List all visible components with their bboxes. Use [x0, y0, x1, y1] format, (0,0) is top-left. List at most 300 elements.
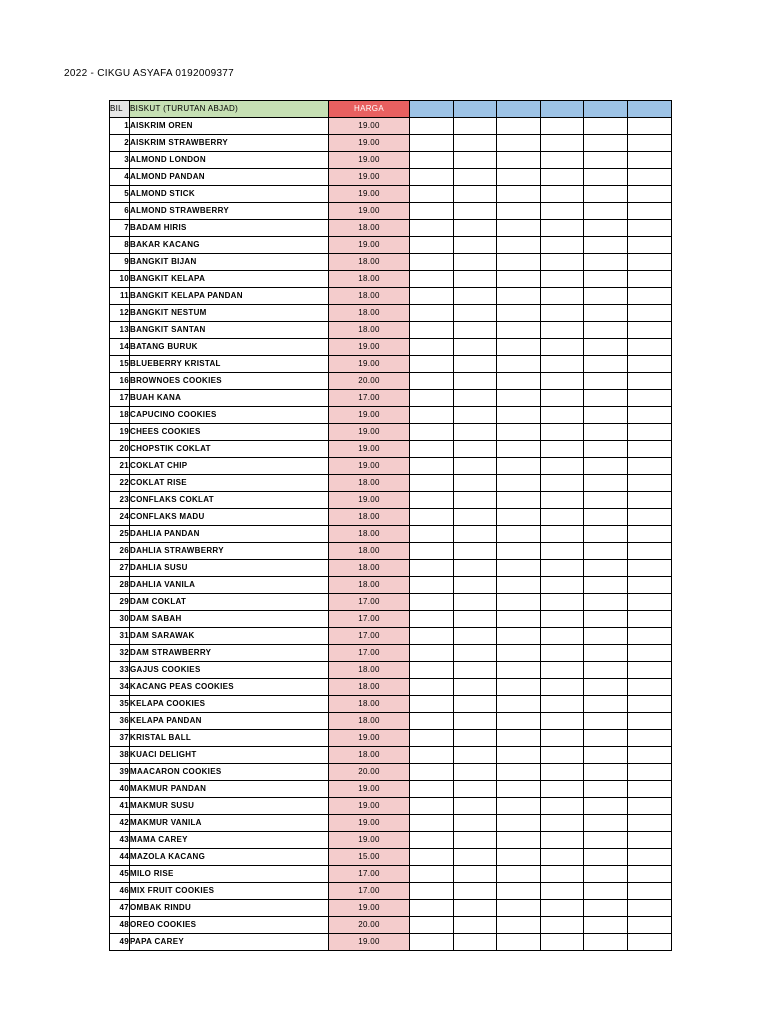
cell-empty — [584, 645, 628, 662]
cell-empty — [540, 713, 584, 730]
cell-empty — [584, 220, 628, 237]
cell-harga: 19.00 — [329, 492, 410, 509]
cell-harga: 18.00 — [329, 696, 410, 713]
cell-bil: 41 — [110, 798, 130, 815]
cell-empty — [453, 288, 497, 305]
cell-biskut-name: BROWNOES COOKIES — [130, 373, 329, 390]
cell-empty — [410, 645, 454, 662]
cell-empty — [627, 679, 671, 696]
cell-empty — [497, 135, 541, 152]
cell-biskut-name: DAM STRAWBERRY — [130, 645, 329, 662]
cell-empty — [410, 288, 454, 305]
cell-empty — [627, 254, 671, 271]
table-row — [110, 305, 672, 322]
cell-bil: 13 — [110, 322, 130, 339]
cell-empty — [584, 492, 628, 509]
cell-empty — [410, 152, 454, 169]
cell-empty — [540, 254, 584, 271]
cell-harga: 17.00 — [329, 611, 410, 628]
cell-harga: 17.00 — [329, 594, 410, 611]
cell-empty — [410, 339, 454, 356]
cell-empty — [627, 713, 671, 730]
cell-empty — [453, 543, 497, 560]
cell-empty — [410, 390, 454, 407]
cell-empty — [627, 730, 671, 747]
cell-bil: 38 — [110, 747, 130, 764]
cell-empty — [497, 917, 541, 934]
cell-empty — [453, 152, 497, 169]
cell-empty — [584, 628, 628, 645]
cell-empty — [540, 237, 584, 254]
cell-empty — [627, 815, 671, 832]
table-row — [110, 815, 672, 832]
cell-empty — [627, 798, 671, 815]
cell-biskut-name: DAM SABAH — [130, 611, 329, 628]
cell-biskut-name: AISKRIM OREN — [130, 118, 329, 135]
table-row — [110, 900, 672, 917]
cell-bil: 43 — [110, 832, 130, 849]
cell-empty — [584, 390, 628, 407]
cell-biskut-name: MAKMUR SUSU — [130, 798, 329, 815]
cell-empty — [540, 135, 584, 152]
cell-empty — [540, 866, 584, 883]
cell-empty — [410, 458, 454, 475]
cell-biskut-name: BANGKIT SANTAN — [130, 322, 329, 339]
cell-empty — [410, 560, 454, 577]
cell-empty — [497, 543, 541, 560]
cell-biskut-name: BATANG BURUK — [130, 339, 329, 356]
cell-empty — [627, 220, 671, 237]
cell-empty — [584, 713, 628, 730]
cell-biskut-name: ALMOND PANDAN — [130, 169, 329, 186]
cell-bil: 1 — [110, 118, 130, 135]
cell-harga: 17.00 — [329, 866, 410, 883]
cell-empty — [540, 764, 584, 781]
cell-empty — [410, 220, 454, 237]
cell-bil: 27 — [110, 560, 130, 577]
cell-empty — [540, 305, 584, 322]
header-extra-column — [453, 101, 497, 118]
table-row — [110, 764, 672, 781]
cell-harga: 20.00 — [329, 373, 410, 390]
cell-bil: 39 — [110, 764, 130, 781]
cell-empty — [453, 883, 497, 900]
cell-bil: 21 — [110, 458, 130, 475]
cell-empty — [497, 186, 541, 203]
cell-empty — [627, 441, 671, 458]
cell-bil: 22 — [110, 475, 130, 492]
cell-empty — [540, 152, 584, 169]
cell-empty — [584, 696, 628, 713]
cell-empty — [627, 169, 671, 186]
cell-empty — [410, 730, 454, 747]
cell-bil: 46 — [110, 883, 130, 900]
cell-biskut-name: ALMOND STRAWBERRY — [130, 203, 329, 220]
cell-biskut-name: AISKRIM STRAWBERRY — [130, 135, 329, 152]
header-extra-column — [410, 101, 454, 118]
table-row — [110, 441, 672, 458]
cell-biskut-name: PAPA CAREY — [130, 934, 329, 951]
table-row — [110, 679, 672, 696]
table-row — [110, 424, 672, 441]
cell-biskut-name: ALMOND LONDON — [130, 152, 329, 169]
cell-bil: 48 — [110, 917, 130, 934]
cell-empty — [497, 815, 541, 832]
cell-bil: 36 — [110, 713, 130, 730]
cell-biskut-name: DAM SARAWAK — [130, 628, 329, 645]
cell-harga: 18.00 — [329, 560, 410, 577]
cell-harga: 18.00 — [329, 322, 410, 339]
cell-empty — [540, 832, 584, 849]
cell-empty — [497, 594, 541, 611]
cell-biskut-name: MAKMUR PANDAN — [130, 781, 329, 798]
cell-empty — [627, 186, 671, 203]
cell-empty — [540, 288, 584, 305]
cell-empty — [497, 679, 541, 696]
cell-empty — [627, 152, 671, 169]
cell-empty — [410, 424, 454, 441]
cell-harga: 19.00 — [329, 152, 410, 169]
cell-empty — [584, 373, 628, 390]
cell-empty — [410, 679, 454, 696]
cell-empty — [540, 118, 584, 135]
cell-empty — [497, 713, 541, 730]
cell-empty — [540, 798, 584, 815]
cell-empty — [453, 611, 497, 628]
cell-empty — [584, 509, 628, 526]
cell-empty — [410, 118, 454, 135]
table-row — [110, 458, 672, 475]
cell-bil: 6 — [110, 203, 130, 220]
cell-empty — [497, 305, 541, 322]
cell-harga: 19.00 — [329, 118, 410, 135]
table-row — [110, 118, 672, 135]
table-row — [110, 390, 672, 407]
cell-biskut-name: BANGKIT BIJAN — [130, 254, 329, 271]
table-row — [110, 849, 672, 866]
cell-empty — [453, 832, 497, 849]
cell-harga: 20.00 — [329, 917, 410, 934]
table-row — [110, 186, 672, 203]
cell-empty — [453, 866, 497, 883]
cell-empty — [627, 543, 671, 560]
cell-empty — [627, 560, 671, 577]
cell-empty — [410, 832, 454, 849]
cell-empty — [497, 934, 541, 951]
cell-empty — [584, 203, 628, 220]
cell-empty — [540, 475, 584, 492]
table-row — [110, 560, 672, 577]
cell-empty — [453, 781, 497, 798]
cell-empty — [497, 883, 541, 900]
cell-harga: 19.00 — [329, 798, 410, 815]
cell-empty — [540, 934, 584, 951]
cell-empty — [453, 169, 497, 186]
cell-empty — [497, 407, 541, 424]
cell-empty — [584, 577, 628, 594]
table-row — [110, 645, 672, 662]
cell-empty — [627, 628, 671, 645]
table-row — [110, 883, 672, 900]
cell-biskut-name: BUAH KANA — [130, 390, 329, 407]
cell-empty — [584, 169, 628, 186]
cell-biskut-name: MAZOLA KACANG — [130, 849, 329, 866]
cell-empty — [453, 594, 497, 611]
table-row — [110, 237, 672, 254]
cell-harga: 18.00 — [329, 543, 410, 560]
cell-empty — [584, 356, 628, 373]
cell-harga: 19.00 — [329, 458, 410, 475]
cell-harga: 18.00 — [329, 305, 410, 322]
cell-empty — [410, 135, 454, 152]
cell-bil: 16 — [110, 373, 130, 390]
cell-harga: 18.00 — [329, 747, 410, 764]
cell-empty — [497, 339, 541, 356]
cell-empty — [453, 509, 497, 526]
cell-bil: 37 — [110, 730, 130, 747]
cell-empty — [627, 934, 671, 951]
cell-biskut-name: ALMOND STICK — [130, 186, 329, 203]
cell-empty — [410, 322, 454, 339]
cell-empty — [453, 492, 497, 509]
cell-harga: 19.00 — [329, 900, 410, 917]
cell-empty — [410, 169, 454, 186]
cell-harga: 18.00 — [329, 526, 410, 543]
table-row — [110, 169, 672, 186]
cell-empty — [584, 917, 628, 934]
cell-bil: 47 — [110, 900, 130, 917]
cell-empty — [627, 356, 671, 373]
cell-empty — [627, 407, 671, 424]
cell-empty — [497, 662, 541, 679]
cell-bil: 8 — [110, 237, 130, 254]
cell-empty — [453, 747, 497, 764]
cell-empty — [453, 305, 497, 322]
cell-bil: 45 — [110, 866, 130, 883]
cell-bil: 18 — [110, 407, 130, 424]
cell-empty — [540, 390, 584, 407]
cell-empty — [453, 526, 497, 543]
cell-empty — [627, 475, 671, 492]
cell-harga: 19.00 — [329, 441, 410, 458]
cell-empty — [497, 322, 541, 339]
cell-empty — [627, 645, 671, 662]
cell-empty — [497, 271, 541, 288]
cell-harga: 19.00 — [329, 169, 410, 186]
cell-harga: 19.00 — [329, 186, 410, 203]
table-row — [110, 152, 672, 169]
cell-harga: 19.00 — [329, 424, 410, 441]
header-extra-column — [584, 101, 628, 118]
cell-biskut-name: CONFLAKS MADU — [130, 509, 329, 526]
cell-bil: 7 — [110, 220, 130, 237]
table-row — [110, 730, 672, 747]
cell-harga: 17.00 — [329, 645, 410, 662]
cell-empty — [453, 730, 497, 747]
table-row — [110, 339, 672, 356]
cell-empty — [584, 424, 628, 441]
cell-biskut-name: MAKMUR VANILA — [130, 815, 329, 832]
cell-empty — [584, 118, 628, 135]
cell-empty — [453, 696, 497, 713]
table-row — [110, 407, 672, 424]
cell-empty — [584, 934, 628, 951]
cell-empty — [410, 475, 454, 492]
cell-empty — [410, 849, 454, 866]
cell-empty — [540, 611, 584, 628]
table-row — [110, 594, 672, 611]
cell-empty — [584, 662, 628, 679]
cell-harga: 19.00 — [329, 934, 410, 951]
cell-harga: 18.00 — [329, 509, 410, 526]
cell-empty — [627, 832, 671, 849]
table-row — [110, 526, 672, 543]
cell-biskut-name: DAHLIA STRAWBERRY — [130, 543, 329, 560]
cell-harga: 18.00 — [329, 713, 410, 730]
cell-empty — [453, 424, 497, 441]
cell-empty — [497, 509, 541, 526]
cell-empty — [497, 611, 541, 628]
cell-empty — [410, 577, 454, 594]
cell-empty — [497, 730, 541, 747]
cell-biskut-name: DAM COKLAT — [130, 594, 329, 611]
cell-empty — [497, 220, 541, 237]
cell-empty — [627, 135, 671, 152]
cell-empty — [540, 356, 584, 373]
cell-empty — [497, 237, 541, 254]
table-row — [110, 543, 672, 560]
cell-empty — [584, 475, 628, 492]
cell-harga: 20.00 — [329, 764, 410, 781]
cell-empty — [410, 543, 454, 560]
cell-empty — [410, 407, 454, 424]
cell-empty — [410, 934, 454, 951]
cell-empty — [497, 577, 541, 594]
cell-biskut-name: BAKAR KACANG — [130, 237, 329, 254]
cell-bil: 4 — [110, 169, 130, 186]
cell-empty — [453, 407, 497, 424]
cell-empty — [410, 781, 454, 798]
cell-biskut-name: BANGKIT KELAPA — [130, 271, 329, 288]
cell-empty — [453, 679, 497, 696]
cell-biskut-name: MILO RISE — [130, 866, 329, 883]
cell-bil: 40 — [110, 781, 130, 798]
cell-empty — [627, 849, 671, 866]
cell-empty — [627, 883, 671, 900]
cell-biskut-name: COKLAT CHIP — [130, 458, 329, 475]
cell-empty — [410, 798, 454, 815]
cell-empty — [584, 747, 628, 764]
cell-biskut-name: KUACI DELIGHT — [130, 747, 329, 764]
cell-empty — [453, 815, 497, 832]
cell-empty — [627, 509, 671, 526]
cell-empty — [453, 662, 497, 679]
cell-empty — [540, 628, 584, 645]
cell-empty — [540, 594, 584, 611]
cell-empty — [584, 679, 628, 696]
cell-bil: 25 — [110, 526, 130, 543]
cell-empty — [584, 849, 628, 866]
cell-bil: 30 — [110, 611, 130, 628]
cell-empty — [627, 662, 671, 679]
cell-empty — [540, 730, 584, 747]
cell-empty — [540, 203, 584, 220]
cell-empty — [627, 577, 671, 594]
cell-harga: 18.00 — [329, 220, 410, 237]
cell-empty — [497, 254, 541, 271]
cell-empty — [497, 356, 541, 373]
cell-empty — [584, 407, 628, 424]
cell-empty — [584, 730, 628, 747]
cell-bil: 9 — [110, 254, 130, 271]
cell-empty — [540, 543, 584, 560]
cell-empty — [410, 254, 454, 271]
table-row — [110, 611, 672, 628]
cell-biskut-name: KELAPA PANDAN — [130, 713, 329, 730]
cell-biskut-name: CHOPSTIK COKLAT — [130, 441, 329, 458]
cell-empty — [627, 237, 671, 254]
cell-empty — [540, 900, 584, 917]
cell-empty — [584, 764, 628, 781]
table-row — [110, 577, 672, 594]
cell-empty — [540, 781, 584, 798]
cell-empty — [584, 526, 628, 543]
cell-harga: 18.00 — [329, 288, 410, 305]
cell-empty — [497, 492, 541, 509]
cell-biskut-name: KELAPA COOKIES — [130, 696, 329, 713]
cell-biskut-name: BADAM HIRIS — [130, 220, 329, 237]
cell-empty — [540, 696, 584, 713]
cell-biskut-name: GAJUS COOKIES — [130, 662, 329, 679]
cell-empty — [540, 322, 584, 339]
table-row — [110, 781, 672, 798]
cell-biskut-name: BANGKIT NESTUM — [130, 305, 329, 322]
cell-empty — [584, 798, 628, 815]
cell-empty — [453, 237, 497, 254]
cell-empty — [453, 356, 497, 373]
cell-empty — [540, 271, 584, 288]
cell-empty — [627, 203, 671, 220]
cell-bil: 49 — [110, 934, 130, 951]
header-biskut: BISKUT (TURUTAN ABJAD) — [130, 101, 329, 118]
cell-empty — [627, 458, 671, 475]
cell-bil: 11 — [110, 288, 130, 305]
cell-empty — [540, 407, 584, 424]
cell-harga: 18.00 — [329, 662, 410, 679]
cell-empty — [453, 135, 497, 152]
cell-bil: 29 — [110, 594, 130, 611]
cell-empty — [410, 237, 454, 254]
cell-empty — [627, 288, 671, 305]
cell-empty — [453, 118, 497, 135]
cell-biskut-name: OMBAK RINDU — [130, 900, 329, 917]
cell-empty — [627, 271, 671, 288]
cell-empty — [540, 645, 584, 662]
cell-empty — [584, 611, 628, 628]
cell-empty — [540, 339, 584, 356]
cell-empty — [540, 679, 584, 696]
cell-empty — [540, 509, 584, 526]
cell-empty — [540, 424, 584, 441]
cell-bil: 44 — [110, 849, 130, 866]
cell-bil: 26 — [110, 543, 130, 560]
table-row — [110, 662, 672, 679]
cell-biskut-name: KACANG PEAS COOKIES — [130, 679, 329, 696]
cell-biskut-name: MAMA CAREY — [130, 832, 329, 849]
cell-empty — [497, 832, 541, 849]
cell-harga: 19.00 — [329, 203, 410, 220]
table-header-row — [110, 101, 672, 118]
